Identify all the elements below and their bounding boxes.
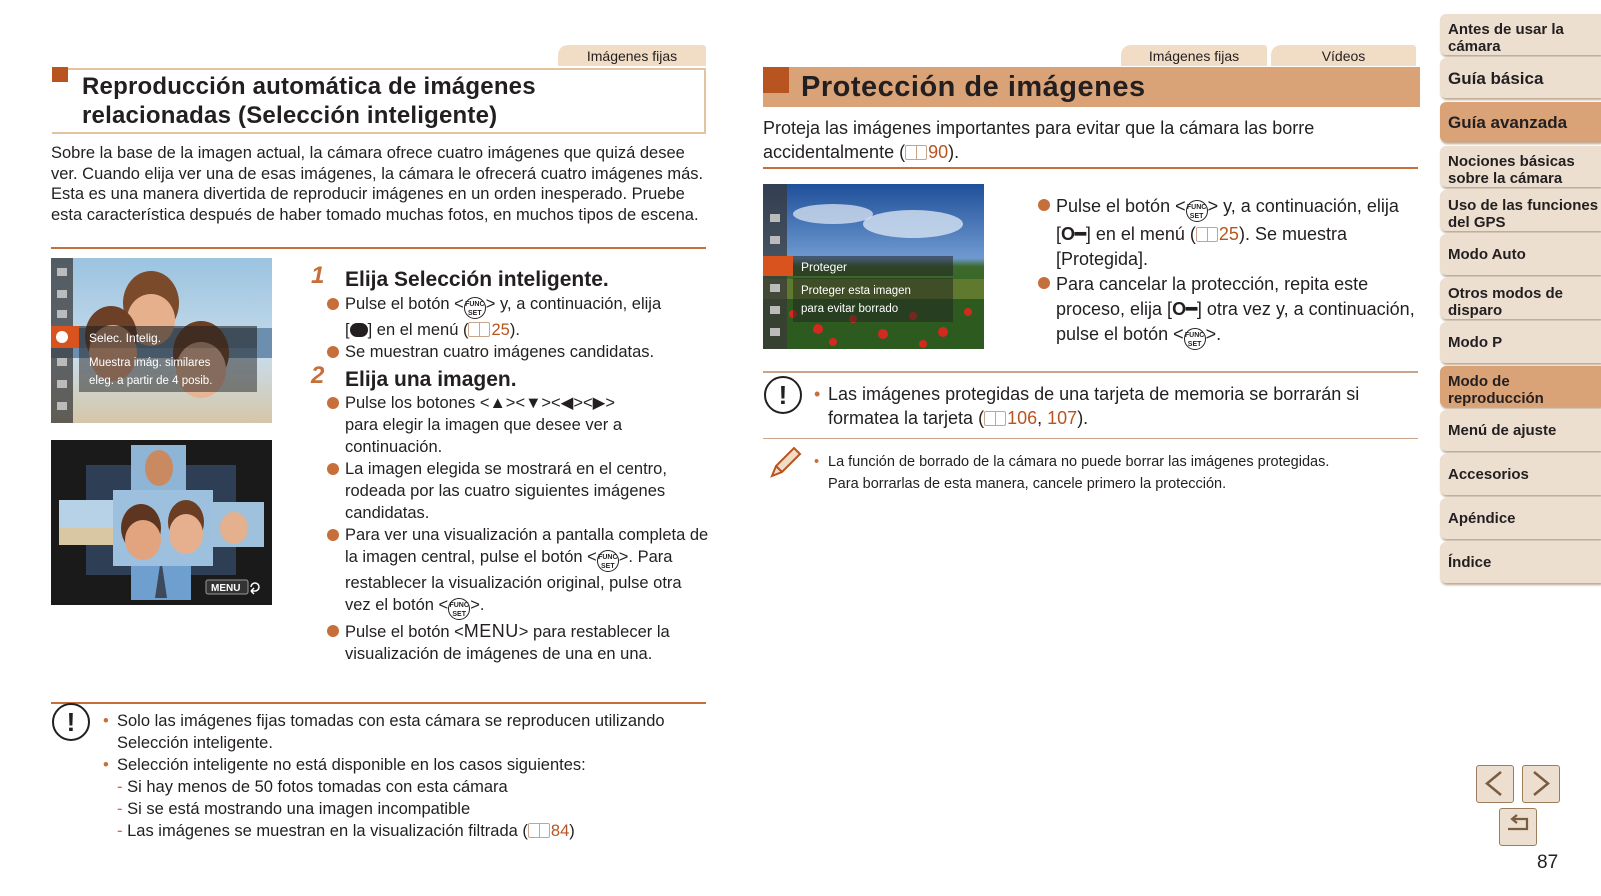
left-divider-notes: [51, 702, 706, 704]
left-note-dash-2: - Si se está mostrando una imagen incompatible: [117, 800, 471, 818]
right-intro: Proteja las imágenes importantes para evitar que la cámara las borre accidentalmente ( 90).: [763, 118, 1315, 162]
step-1-title: Elija Selección inteligente.: [345, 268, 609, 291]
smart-shuffle-icon: [350, 323, 368, 337]
book-icon: [1196, 227, 1218, 242]
key-icon: O━: [1172, 299, 1197, 319]
arrow-right-icon: [1523, 766, 1558, 801]
book-icon: [984, 411, 1006, 426]
func-set-button-icon: FUNC SET: [597, 550, 619, 572]
tab-videos: Vídeos: [1271, 45, 1416, 66]
left-notes: [101, 710, 701, 842]
func-set-button-icon: FUNC SET: [464, 297, 486, 319]
smart-shuffle-menu-photo: [51, 258, 272, 423]
right-caution: [812, 382, 1412, 430]
tab-still-images-right: Imágenes fijas: [1121, 45, 1267, 66]
photo1-caption1: Muestra imág. similares: [89, 357, 211, 369]
sidebar-item-guia-basica[interactable]: Guía básica: [1440, 58, 1601, 98]
right-bullet-1: Pulse el botón <FUNC SET> y, a continuación, elija [O━] en el menú ( 25). Se muestra [Protegida].: [1036, 194, 1421, 272]
sidebar-item-antes[interactable]: Antes de usar la cámara: [1440, 14, 1601, 55]
photo2-menu-label: MENU: [211, 583, 241, 594]
page-title-left: Reproducción automática de imágenes relacionadas (Selección inteligente): [82, 73, 536, 129]
step-2-bullet-3: Para ver una visualización a pantalla completa de la imagen central, pulse el botón <FUNC SET>. Para restablecer la visualización original, pulse otra vez el botón <FUNC SET>.: [325, 524, 710, 620]
link-page-90[interactable]: 90: [928, 142, 949, 162]
right-bullets: [1036, 194, 1421, 350]
right-memo-note: • La función de borrado de la cámara no puede borrar las imágenes protegidas. Para borrarlas de esta manera, cancele primero la protección.: [812, 451, 1422, 495]
left-note-dash-3: - Las imágenes se muestran en la visualización filtrada ( 84): [117, 822, 575, 840]
step-1-bullets: [325, 293, 710, 363]
link-page-25[interactable]: 25: [491, 321, 510, 339]
sidebar-item-gps[interactable]: Uso de las funciones del GPS: [1440, 190, 1601, 231]
step-1-bullet-2: Se muestran cuatro imágenes candidatas.: [325, 341, 710, 363]
step-2-title: Elija una imagen.: [345, 368, 517, 391]
link-page-25-right[interactable]: 25: [1218, 224, 1239, 244]
sidebar-item-indice[interactable]: Índice: [1440, 542, 1601, 583]
title-marker-right: [763, 67, 789, 93]
step-1-bullet-1: Pulse el botón <FUNC SET> y, a continuación, elija [ ] en el menú ( 25).: [325, 293, 710, 341]
book-icon: [468, 322, 490, 337]
sidebar-item-apendice[interactable]: Apéndice: [1440, 498, 1601, 539]
photo1-caption2: eleg. a partir de 4 posib.: [89, 375, 213, 387]
protect-caption2: para evitar borrado: [801, 303, 899, 315]
sidebar-item-modo-auto[interactable]: Modo Auto: [1440, 234, 1601, 275]
caution-icon: !: [52, 703, 90, 741]
next-page-button[interactable]: [1522, 765, 1560, 803]
book-icon: [905, 145, 927, 160]
protect-menu-photo: [763, 184, 984, 349]
smart-shuffle-collage-photo: [51, 440, 272, 605]
right-bullet-2: Para cancelar la protección, repita este proceso, elija [O━] otra vez y, a continuación, pulse el botón <FUNC SET>.: [1036, 272, 1421, 350]
link-page-106[interactable]: 106: [1007, 408, 1038, 428]
right-memo: [812, 451, 1422, 495]
sidebar-item-modo-p[interactable]: Modo P: [1440, 322, 1601, 363]
right-divider-memo: [763, 438, 1418, 439]
return-button[interactable]: [1499, 808, 1537, 846]
step-2-bullet-1: Pulse los botones <▲><▼><◀><▶> para elegir la imagen que desee ver a continuación.: [325, 392, 710, 458]
page-number: 87: [1537, 852, 1559, 873]
book-icon: [528, 823, 550, 838]
step-2-number: 2: [311, 362, 325, 389]
step-2-bullet-4: Pulse el botón <MENU> para restablecer la visualización de imágenes de una en una.: [325, 620, 710, 665]
step-2-bullet-2: La imagen elegida se mostrará en el centro, rodeada por las cuatro siguientes imágenes candidatas.: [325, 458, 710, 524]
protect-caption1: Proteger esta imagen: [801, 285, 911, 297]
sidebar-item-menu-ajuste[interactable]: Menú de ajuste: [1440, 410, 1601, 451]
right-divider-top: [763, 167, 1418, 169]
sidebar-item-modo-reproduccion[interactable]: Modo de reproducción: [1440, 366, 1601, 407]
arrow-left-icon: [1477, 766, 1512, 801]
return-icon: [1500, 809, 1535, 844]
caution-icon-right: !: [764, 376, 802, 414]
left-divider-top: [51, 247, 706, 249]
func-set-button-icon: FUNC SET: [1186, 200, 1208, 222]
sidebar-item-nociones[interactable]: Nociones básicas sobre la cámara: [1440, 146, 1601, 187]
right-caution-note: • Las imágenes protegidas de una tarjeta de memoria se borrarán si formatea la tarjeta ( 106, 107).: [812, 382, 1412, 430]
pencil-memo-icon: [764, 442, 804, 482]
tab-still-images-left: Imágenes fijas: [558, 45, 706, 66]
right-divider-caution: [763, 371, 1418, 373]
func-set-button-icon: FUNC SET: [448, 598, 470, 620]
page-title-right: Protección de imágenes: [801, 71, 1146, 103]
photo1-menu-label: Selec. Intelig.: [89, 331, 162, 345]
menu-button-label: MENU: [463, 621, 519, 641]
step-2-bullets: [325, 392, 710, 665]
title-marker-left: [52, 67, 68, 82]
sidebar-item-guia-avanzada[interactable]: Guía avanzada: [1440, 102, 1601, 142]
left-intro: Sobre la base de la imagen actual, la cámara ofrece cuatro imágenes que quizá desee ver. Cuando elija ver una de esas imágenes, la cámara le ofrecerá cuatro imágenes más. Esta es una manera divertida de reproducir imágenes en un orden inesperado. Pruebe esta característica después de haber tomado muchas fotos, en muchos tipos de escena.: [51, 144, 704, 224]
left-note-1: • Solo las imágenes fijas tomadas con esta cámara se reproducen utilizando Selección inteligente.: [101, 710, 701, 754]
sidebar-item-accesorios[interactable]: Accesorios: [1440, 454, 1601, 495]
link-page-107[interactable]: 107: [1047, 408, 1078, 428]
left-note-dash-1: - Si hay menos de 50 fotos tomadas con esta cámara: [117, 778, 508, 796]
func-set-button-icon: FUNC SET: [1184, 328, 1206, 350]
link-page-84[interactable]: 84: [550, 822, 570, 840]
protect-menu-label: Proteger: [801, 260, 848, 274]
key-icon: O━: [1061, 224, 1086, 244]
step-1-number: 1: [311, 262, 325, 289]
sidebar-item-otros-modos[interactable]: Otros modos de disparo: [1440, 278, 1601, 319]
left-note-2: • Selección inteligente no está disponible en los casos siguientes:: [101, 754, 701, 776]
prev-page-button[interactable]: [1476, 765, 1514, 803]
